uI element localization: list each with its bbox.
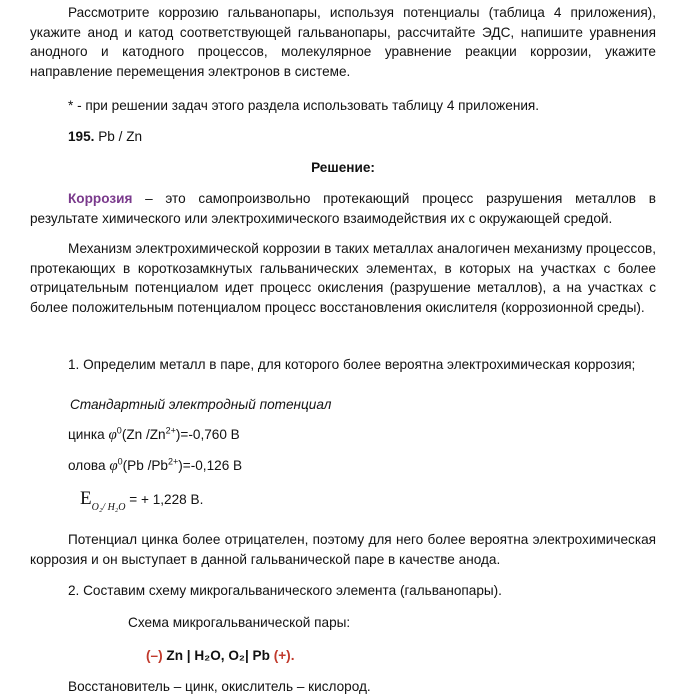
e-symbol: E: [80, 488, 92, 509]
mechanism-text: Механизм электрохимической коррозии в таких металлах аналогичен механизму процессов, протекающих в короткозамкнутых гальванических элементах, в которых на участках с более отрицательным потенциалом идет процесс окисления (разрушение металлов), а на участках с более положительным потенциалом процесс восстановления окислителя (коррозионной среды).: [30, 241, 656, 315]
scheme-plus: (+).: [273, 648, 295, 663]
oxygen-potential: [80, 486, 640, 515]
phi-superscript: 0: [116, 425, 122, 436]
zinc-value: )=-0,760 В: [175, 427, 240, 442]
step-1: [30, 355, 656, 375]
scheme-minus: (–): [146, 648, 163, 663]
corrosion-term: Коррозия: [68, 191, 133, 206]
zinc-ion-charge: 2+: [165, 425, 176, 436]
task-note: [30, 96, 656, 116]
task-intro-text: Рассмотрите коррозию гальванопары, используя потенциалы (таблица 4 приложения), укажите анод и катод соответствующей гальванопары, рассчитайте ЭДС, напишите уравнения анодного и катодного процессов, молекулярное уравнение реакции коррозии, укажите направление перемещения электронов в системе.: [30, 5, 656, 79]
step-2: [30, 581, 656, 601]
phi-symbol: φ: [108, 427, 117, 443]
roles-text: Восстановитель – цинк, окислитель – кислород.: [68, 679, 371, 694]
roles-line: [68, 677, 628, 697]
corrosion-definition: [30, 189, 656, 228]
phi-symbol: φ: [109, 458, 118, 474]
solution-heading: [30, 158, 656, 178]
e-subscript: O₂/ H₂O: [91, 502, 126, 513]
corrosion-definition-text: – это самопроизвольно протекающий процесс разрушения металлов в результате химического или электрохимического взаимодействия их с окружающей средой.: [30, 191, 656, 226]
scheme-body: Zn | H₂O, O₂| Pb: [162, 648, 274, 663]
zinc-label: цинка: [68, 427, 109, 442]
task-number: 195.: [68, 129, 95, 144]
scheme-title: [128, 613, 628, 633]
solution-heading-text: Решение:: [311, 160, 375, 175]
phi-superscript: 0: [117, 456, 123, 467]
lead-pair: (Pb /Pb: [122, 458, 168, 473]
step-2-text: 2. Составим схему микрогальванического элемента (гальванопары).: [68, 583, 502, 598]
task-note-text: * - при решении задач этого раздела использовать таблицу 4 приложения.: [68, 98, 540, 113]
task-pair: Pb / Zn: [94, 129, 143, 144]
conclusion-paragraph: [30, 530, 656, 569]
scheme-title-text: Схема микрогальванической пары:: [128, 615, 351, 630]
conclusion-text: Потенциал цинка более отрицателен, поэтому для него более вероятна электрохимическая коррозия и он выступает в данной гальванической паре в качестве анода.: [30, 532, 656, 567]
task-title: [30, 127, 656, 147]
scheme-formula: [146, 646, 626, 666]
lead-potential: [68, 456, 628, 477]
potential-title: [70, 395, 630, 415]
zinc-potential: [68, 425, 628, 446]
potential-title-text: Стандартный электродный потенциал: [70, 397, 332, 412]
lead-label: олова: [68, 458, 110, 473]
mechanism-paragraph: [30, 239, 656, 317]
task-intro: [30, 3, 656, 81]
lead-value: )=-0,126 В: [178, 458, 243, 473]
step-1-text: 1. Определим металл в паре, для которого более вероятна электрохимическая коррозия;: [68, 357, 636, 372]
lead-ion-charge: 2+: [167, 456, 179, 467]
oxygen-value: = + 1,228 В.: [125, 492, 204, 507]
zinc-pair: (Zn /Zn: [121, 427, 166, 442]
